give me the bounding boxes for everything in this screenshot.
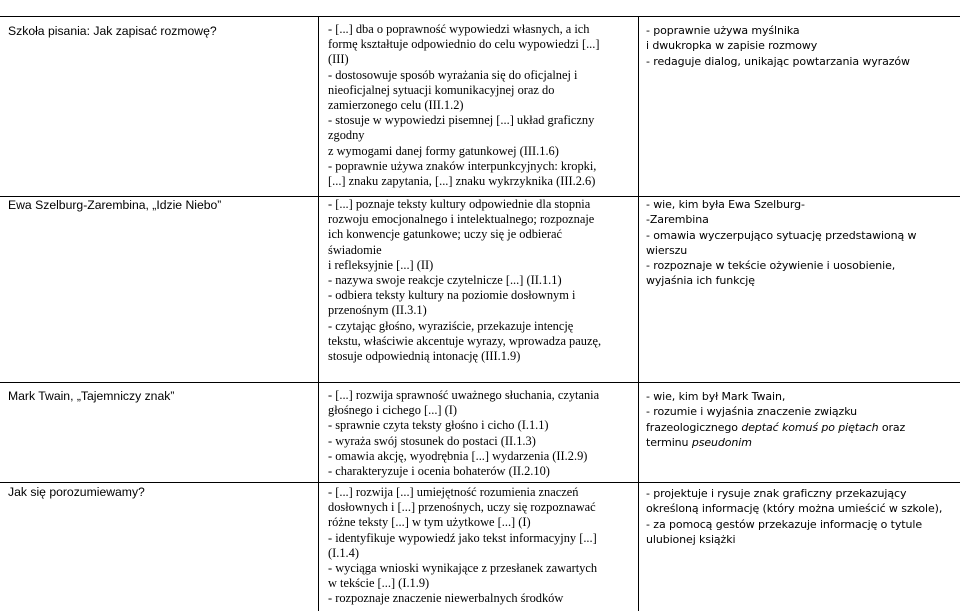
row-divider <box>0 382 960 383</box>
requirement-line: - identyfikuje wypowiedź jako tekst informacyjny [...] <box>328 530 597 545</box>
requirement-line: stosuje odpowiednią intonację (III.1.9) <box>328 349 521 364</box>
requirement-line: - [...] dba o poprawność wypowiedzi własnych, a ich <box>328 22 590 36</box>
requirement-line: w tekście [...] (I.1.9) <box>328 576 430 591</box>
requirement-line: tekstu, właściwie akcentuje wyrazy, wprowadza pauzę, <box>328 333 602 348</box>
requirement-line: ich konwencje gatunkowe; uczy się je odbierać <box>328 227 562 242</box>
requirement-line: różne teksty [...] w tym użytkowe [...] (I) <box>328 515 531 530</box>
requirement-line: (I.1.4) <box>328 545 359 560</box>
lesson-topic-cell <box>8 484 308 500</box>
lesson-topic-cell <box>8 388 308 404</box>
requirement-line: - nazywa swoje reakcje czytelnicze [...] (II.1.1) <box>328 273 562 288</box>
outcome-text: terminu <box>646 435 689 449</box>
lesson-topic: Jak się porozumiewamy? <box>8 485 145 499</box>
outcome-line: - rozpoznaje w tekście ożywienie i uosobienie, <box>646 259 896 273</box>
curriculum-requirements-cell <box>328 388 640 479</box>
requirement-line: - charakteryzuje i ocenia bohaterów (II.2.10) <box>328 464 550 479</box>
requirement-line: - [...] poznaje teksty kultury odpowiednie dla stopnia <box>328 197 591 211</box>
outcome-line: - projektuje i rysuje znak graficzny przekazujący <box>646 487 907 500</box>
outcome-text: oraz <box>881 420 906 434</box>
requirement-line: z wymogami danej formy gatunkowej (III.1.6) <box>328 143 559 158</box>
lesson-topic-cell <box>8 23 308 39</box>
requirement-line: - wyraża swój stosunek do postaci (II.1.3) <box>328 433 536 448</box>
requirement-line: przenośnym (II.3.1) <box>328 303 427 318</box>
outcome-line: ulubionej książki <box>646 532 736 546</box>
requirement-line: nieoficjalnej sytuacji komunikacyjnej oraz do <box>328 82 555 97</box>
outcome-line: - poprawnie używa myślnika <box>646 24 800 37</box>
outcome-line <box>646 420 956 435</box>
outcome-line: - rozumie i wyjaśnia znaczenie związku <box>646 405 858 419</box>
requirement-line: - [...] rozwija [...] umiejętność rozumienia znaczeń <box>328 485 579 499</box>
outcome-line: określoną informację (który można umieścić w szkole), <box>646 502 943 516</box>
learning-outcomes-cell <box>646 389 956 450</box>
outcome-line: - wie, kim był Mark Twain, <box>646 390 786 403</box>
requirement-line: - rozpoznaje znaczenie niewerbalnych środków <box>328 591 564 606</box>
requirement-line: i refleksyjnie [...] (II) <box>328 257 434 272</box>
curriculum-requirements-cell <box>328 197 640 364</box>
lesson-topic: Szkoła pisania: Jak zapisać rozmowę? <box>8 24 217 38</box>
requirement-line: - [...] rozwija sprawność uważnego słuchania, czytania <box>328 388 600 402</box>
curriculum-requirements-cell <box>328 485 640 607</box>
learning-outcomes-cell <box>646 486 956 547</box>
requirement-line: - wyciąga wnioski wynikające z przesłanek zawartych <box>328 561 598 576</box>
lesson-topic: Ewa Szelburg-Zarembina, „Idzie Niebo” <box>8 198 222 212</box>
outcome-line: - omawia wyczerpująco sytuację przedstawioną w <box>646 228 917 242</box>
requirement-line: zgodny <box>328 128 365 143</box>
requirement-line: zamierzonego celu (III.1.2) <box>328 98 464 113</box>
outcome-line: - wie, kim była Ewa Szelburg- <box>646 198 805 211</box>
outcome-line: wierszu <box>646 243 688 257</box>
idiom-italic: deptać komuś po piętach <box>741 420 879 434</box>
requirement-line: - sprawnie czyta teksty głośno i cicho (I.1.1) <box>328 418 549 433</box>
requirement-line: - czytając głośno, wyraziście, przekazuje intencję <box>328 318 574 333</box>
outcome-line: wyjaśnia ich funkcję <box>646 274 755 288</box>
requirement-line: - poprawnie używa znaków interpunkcyjnych: kropki, <box>328 158 597 173</box>
requirement-line: - odbiera teksty kultury na poziomie dosłownym i <box>328 288 576 303</box>
outcome-text: frazeologicznego <box>646 420 738 434</box>
requirement-line: - dostosowuje sposób wyrażania się do oficjalnej i <box>328 67 578 82</box>
outcome-line: - za pomocą gestów przekazuje informację o tytule <box>646 517 923 531</box>
requirement-line: [...] znaku zapytania, [...] znaku wykrzyknika (III.2.6) <box>328 174 596 189</box>
curriculum-requirements-cell <box>328 22 640 189</box>
row-divider <box>0 482 960 483</box>
requirement-line: formę kształtuje odpowiednio do celu wypowiedzi [...] <box>328 37 600 52</box>
learning-outcomes-cell <box>646 23 956 69</box>
lesson-topic-cell <box>8 197 308 213</box>
learning-outcomes-cell <box>646 197 956 289</box>
lesson-topic: Mark Twain, „Tajemniczy znak” <box>8 389 175 403</box>
requirement-line: dosłownych i [...] przenośnych, uczy się rozpoznawać <box>328 500 596 515</box>
column-divider <box>318 16 319 611</box>
table-top-border <box>0 16 960 17</box>
outcome-line: i dwukropka w zapisie rozmowy <box>646 39 818 53</box>
outcome-line: -Zarembina <box>646 213 709 227</box>
requirement-line: (III) <box>328 52 349 67</box>
requirement-line: rozwoju emocjonalnego i intelektualnego; rozpoznaje <box>328 212 595 227</box>
requirement-line: świadomie <box>328 242 382 257</box>
requirement-line: głośnego i cichego [...] (I) <box>328 403 458 418</box>
outcome-line <box>646 435 956 450</box>
requirement-line: - stosuje w wypowiedzi pisemnej [...] układ graficzny <box>328 113 595 128</box>
outcome-line: - redaguje dialog, unikając powtarzania wyrazów <box>646 54 910 68</box>
term-italic: pseudonim <box>691 435 752 449</box>
requirement-line: - omawia akcję, wyodrębnia [...] wydarzenia (II.2.9) <box>328 448 588 463</box>
